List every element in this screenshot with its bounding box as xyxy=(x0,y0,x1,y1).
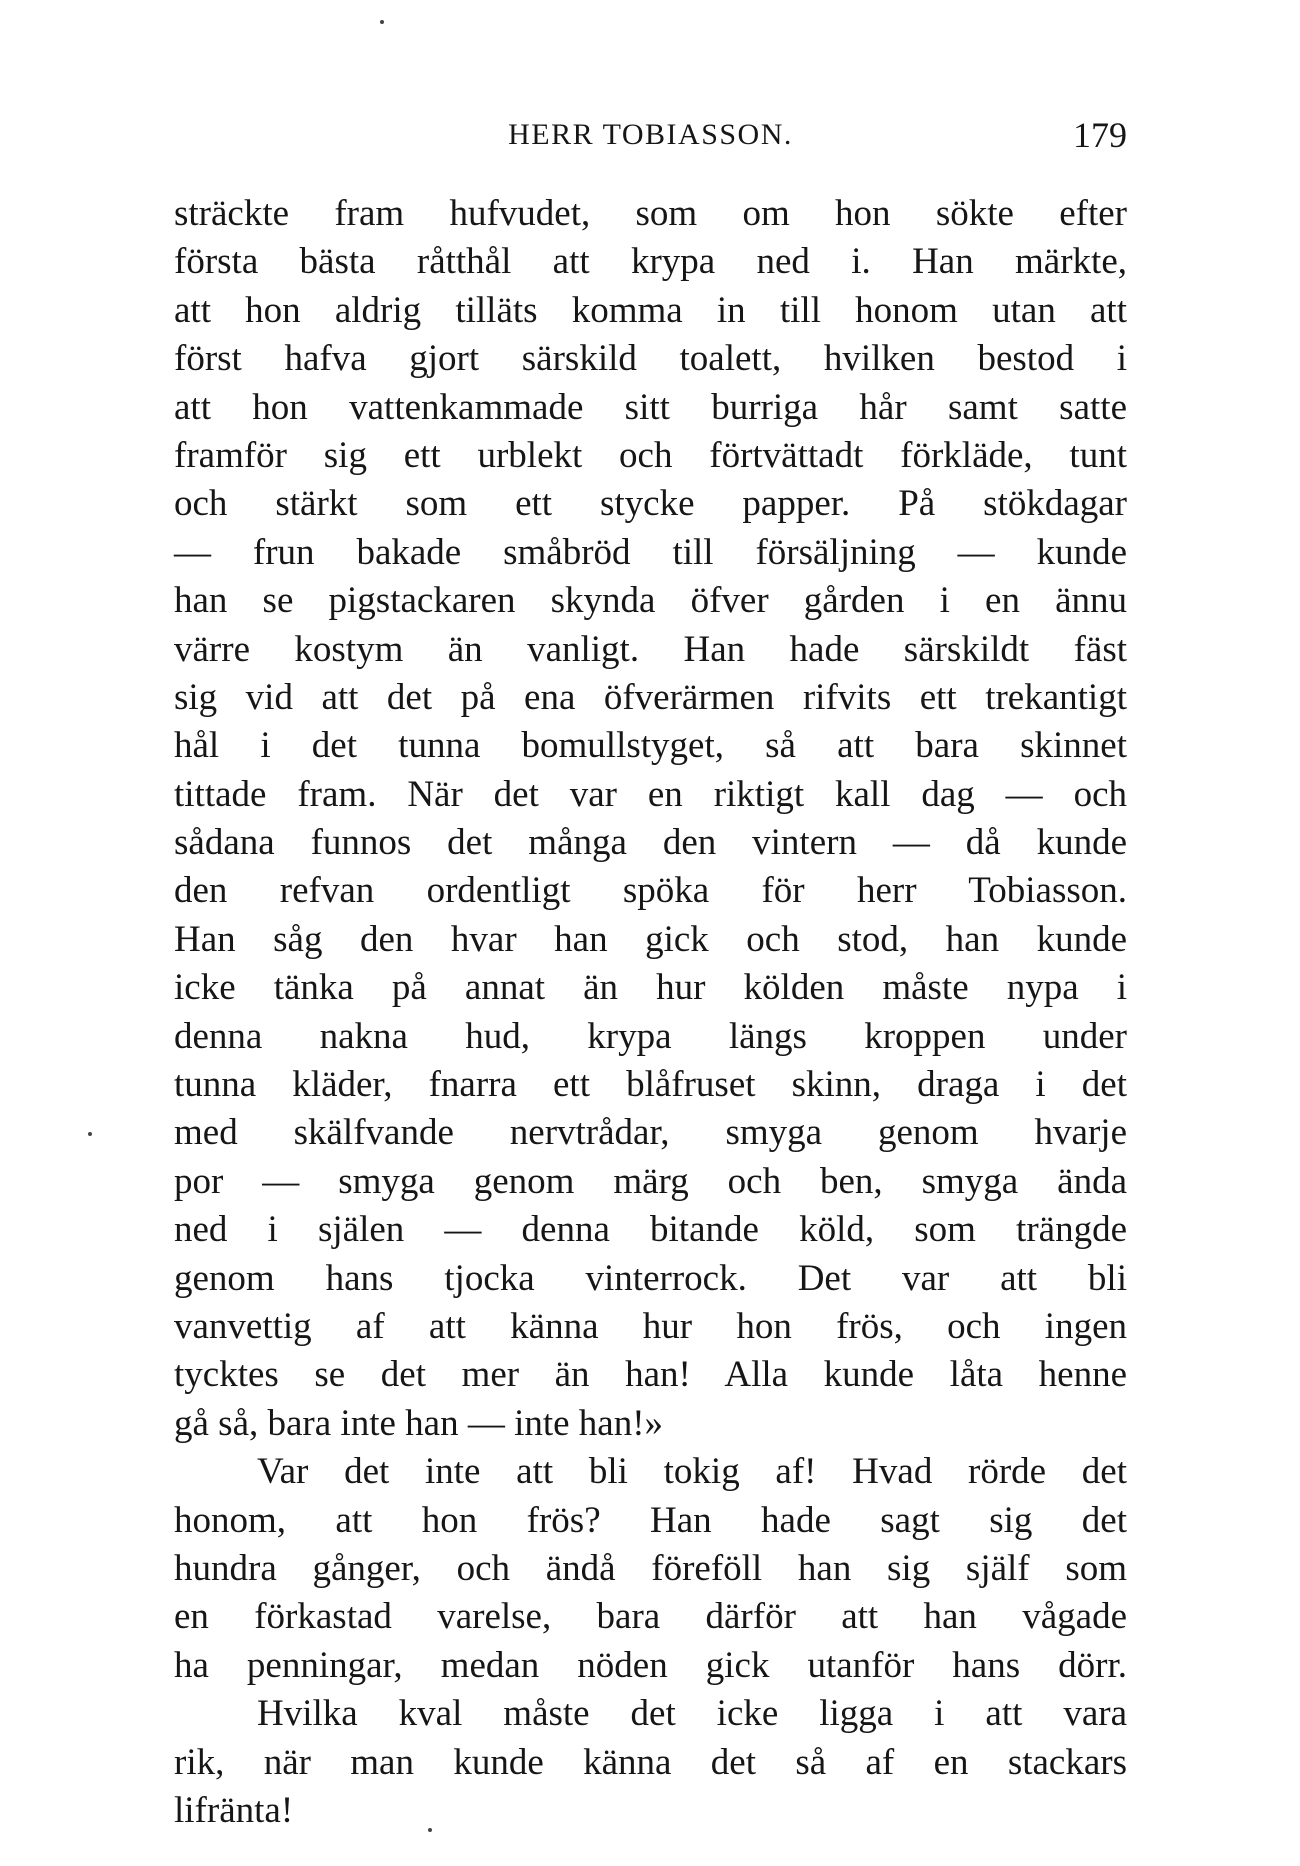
text-line: tittade fram. När det var en riktigt kall dag — och xyxy=(174,773,1127,815)
text-line: icke tänka på annat än hur kölden måste nypa i xyxy=(174,967,1127,1009)
paragraph-start-line: Var det inte att bli tokig af! Hvad rörde det xyxy=(257,1451,1127,1493)
text-line: sådana funnos det många den vintern — då kunde xyxy=(174,822,1127,864)
text-line: sträckte fram hufvudet, som om hon sökte efter xyxy=(174,193,1127,234)
text-line: ha penningar, medan nöden gick utanför hans dörr. xyxy=(174,1644,1127,1686)
text-line: han se pigstackaren skynda öfver gården i en ännu xyxy=(174,580,1127,622)
text-line: honom, att hon frös? Han hade sagt sig det xyxy=(174,1499,1127,1541)
text-line: första bästa råtthål att krypa ned i. Han märkte, xyxy=(174,241,1127,283)
body-text xyxy=(174,190,1127,1835)
text-line: först hafva gjort särskild toalett, hvilken bestod i xyxy=(174,338,1127,380)
text-line: att hon aldrig tilläts komma in till honom utan att xyxy=(174,289,1127,331)
running-title: HERR TOBIASSON. xyxy=(508,118,793,151)
page-number: 179 xyxy=(1073,115,1127,155)
paper-speck xyxy=(88,1132,92,1136)
paragraph-end-line: gå så, bara inte han — inte han!» xyxy=(174,1402,664,1444)
text-line: denna nakna hud, krypa längs kroppen under xyxy=(174,1015,1127,1057)
text-line: rik, när man kunde känna det så af en stackars xyxy=(174,1741,1127,1783)
text-line: ned i själen — denna bitande köld, som trängde xyxy=(174,1209,1127,1251)
text-line: — frun bakade småbröd till försäljning — kunde xyxy=(174,531,1127,573)
text-line: hundra gånger, och ändå föreföll han sig själf som xyxy=(174,1547,1127,1589)
text-line: framför sig ett urblekt och förtvättadt förkläde, tunt xyxy=(174,434,1127,476)
text-line: hål i det tunna bomullstyget, så att bara skinnet xyxy=(174,725,1127,767)
text-line: genom hans tjocka vinterrock. Det var att bli xyxy=(174,1257,1127,1299)
paragraph-end-line: lifränta! xyxy=(174,1789,294,1831)
text-line: att hon vattenkammade sitt burriga hår samt satte xyxy=(174,386,1127,428)
text-line: Han såg den hvar han gick och stod, han kunde xyxy=(174,918,1127,960)
text-line: en förkastad varelse, bara därför att han vågade xyxy=(174,1596,1127,1638)
text-line: och stärkt som ett stycke papper. På stökdagar xyxy=(174,483,1127,525)
running-head xyxy=(174,110,1127,160)
text-line: den refvan ordentligt spöka för herr Tobiasson. xyxy=(174,870,1127,912)
text-line: värre kostym än vanligt. Han hade särskildt fäst xyxy=(174,628,1127,670)
paper-speck xyxy=(380,20,384,24)
text-line: sig vid att det på ena öfverärmen rifvits ett trekantigt xyxy=(174,676,1127,718)
text-line: tunna kläder, fnarra ett blåfruset skinn, draga i det xyxy=(174,1064,1127,1106)
text-line: med skälfvande nervtrådar, smyga genom hvarje xyxy=(174,1112,1127,1154)
paragraph-start-line: Hvilka kval måste det icke ligga i att vara xyxy=(257,1693,1127,1735)
paper-speck xyxy=(428,1828,432,1832)
text-line: por — smyga genom märg och ben, smyga ända xyxy=(174,1160,1127,1202)
text-line: tycktes se det mer än han! Alla kunde låta henne xyxy=(174,1354,1127,1396)
text-line: vanvettig af att känna hur hon frös, och ingen xyxy=(174,1305,1127,1347)
